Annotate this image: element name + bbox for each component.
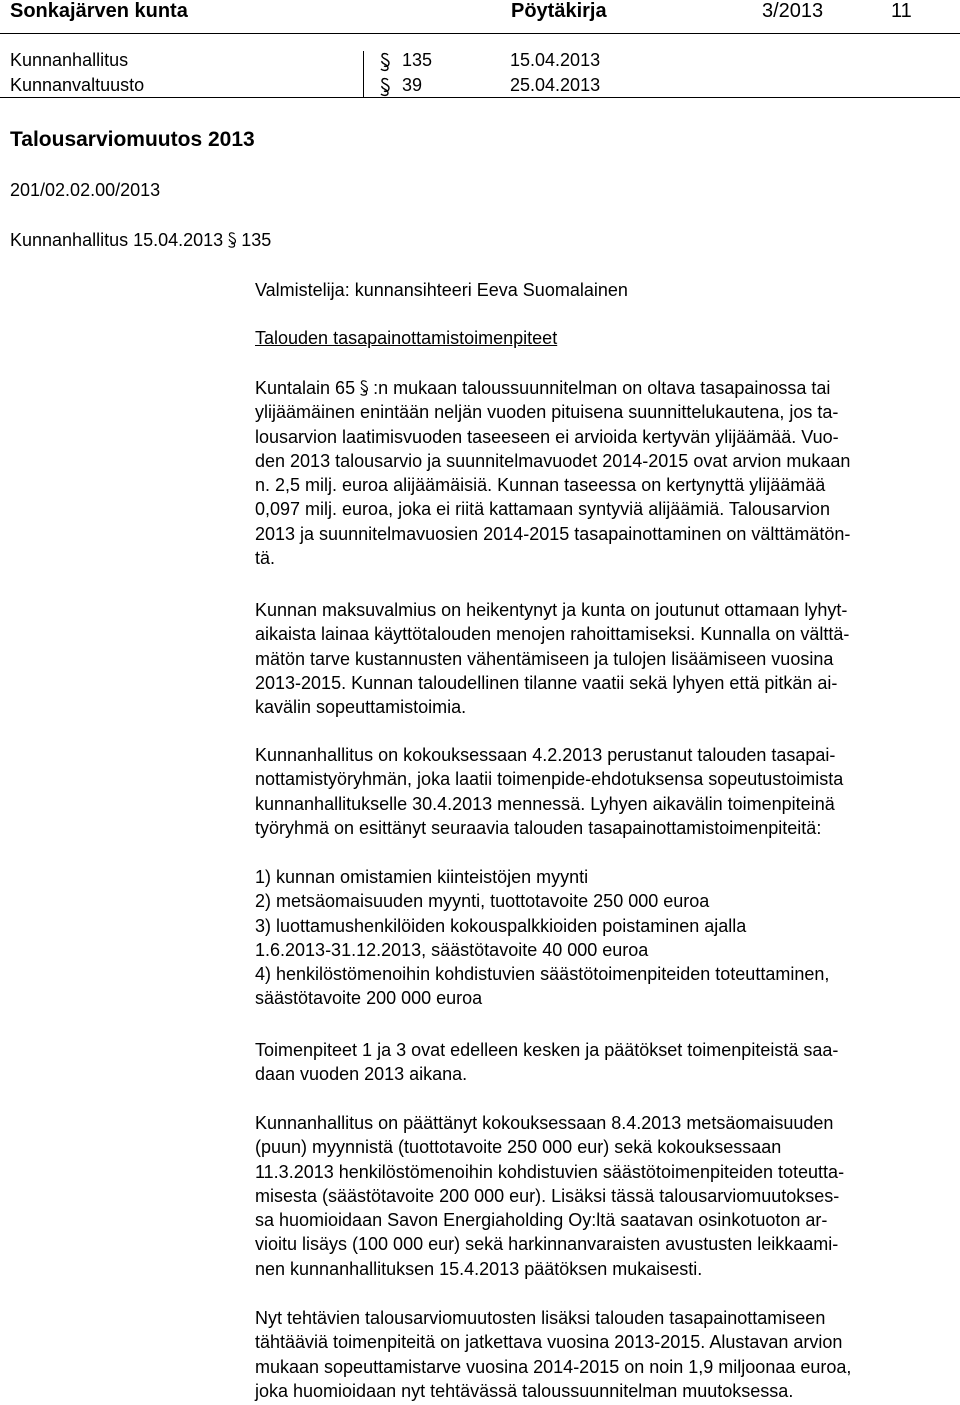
- board-line-section: 135: [241, 230, 272, 250]
- meeting-date-1: 15.04.2013: [510, 50, 601, 70]
- municipality-name: Sonkajärven kunta: [10, 0, 188, 22]
- paragraph-2: Kunnan maksuvalmius on heikentynyt ja kunta on joutunut ottamaan lyhyt- aikaista lainaa käyttötalouden menojen rahoittamiseksi. Kunnalla on välttä- mätön tarve kustannusten vähentämiseen ja tulojen lisäämiseen vuosina 2013-2015. Kunnan taloudellinen tilanne vaatii sekä lyhyen että pitkän ai- kavälin sopeuttamistoimia.: [255, 600, 850, 718]
- measures-list: [255, 865, 945, 1011]
- list-item: 2) metsäomaisuuden myynti, tuottotavoite 250 000 euroa: [255, 891, 710, 912]
- paragraph-6: Nyt tehtävien talousarviomuutosten lisäksi talouden tasapainottamiseen tähtääviä toimenpiteitä on jatkettava vuosina 2013-2015. Alustavan arvion mukaan sopeuttamistarve vuosina 2014-2015 on noin 1,9 miljoonaa euroa, joka huomioidaan nyt tehtävässä taloussuunnitelman muutoksessa.: [255, 1308, 852, 1401]
- meeting-rule: [0, 97, 960, 98]
- section-sign-icon: [378, 52, 392, 77]
- meeting-body-2: Kunnanvaltuusto: [10, 75, 145, 95]
- subheading: Talouden tasapainottamistoimenpiteet: [255, 328, 558, 348]
- meeting-section-1: 135: [402, 50, 433, 70]
- paragraph-1: Kuntalain 65 :n mukaan taloussuunnitelman on oltava tasapainossa tai ylijäämäinen enintään neljän vuoden pituisena suunnittelukautena, jos ta- lousarvion laatimisvuoden taseeseen ei arvioida kertyvän ylijäämää. Vuo- den 2013 talousarvio ja suunnitelmavuodet 2014-2015 ovat arvion mukaan n. 2,5 milj. euroa alijäämäisiä. Kunnan taseessa on kertynyttä ylijäämää 0,097 milj. euroa, joka ei riitä kattamaan syntyviä alijäämiä. Talousarvion 2013 ja suunnitelmavuosien 2014-2015 tasapainottaminen on välttämätön- tä.: [255, 378, 851, 569]
- file-code: 201/02.02.00/2013: [10, 180, 161, 200]
- list-item: 1) kunnan omistamien kiinteistöjen myynti: [255, 867, 589, 887]
- section-sign-icon: [378, 77, 392, 102]
- list-item: säästötavoite 200 000 euroa: [255, 988, 483, 1009]
- document-type: Pöytäkirja: [511, 0, 607, 22]
- paragraph-4: Toimenpiteet 1 ja 3 ovat edelleen kesken ja päätökset toimenpiteistä saa- daan vuoden 2013 aikana.: [255, 1040, 839, 1085]
- list-item: 3) luottamushenkilöiden kokouspalkkioiden poistaminen ajalla: [255, 915, 747, 936]
- document-title: Talousarviomuutos 2013: [10, 128, 255, 151]
- board-line: [10, 230, 271, 251]
- meeting-body-1: Kunnanhallitus: [10, 50, 129, 70]
- preparer: Valmistelija: kunnansihteeri Eeva Suomalainen: [255, 280, 628, 300]
- page-number: 11: [891, 0, 912, 22]
- header-rule: [0, 33, 960, 34]
- meeting-divider: [363, 51, 364, 98]
- board-line-body: Kunnanhallitus 15.04.2013: [10, 230, 224, 250]
- document-number: 3/2013: [762, 0, 824, 22]
- paragraph-3: Kunnanhallitus on kokouksessaan 4.2.2013 perustanut talouden tasapai- nottamistyöryhmän, joka laatii toimenpide-ehdotuksensa sopeutustoimista kunnanhallitukselle 30.4.2013 mennessä. Lyhyen aikavälin toimenpiteinä työryhmä on esittänyt seuraavia talouden tasapainottamistoimenpiteitä:: [255, 745, 844, 838]
- section-sign-icon: [226, 231, 238, 249]
- list-item: 4) henkilöstömenoihin kohdistuvien säästötoimenpiteiden toteuttaminen,: [255, 964, 830, 985]
- meeting-date-2: 25.04.2013: [510, 75, 601, 95]
- section-sign-icon: [358, 379, 370, 397]
- meeting-section-2: 39: [402, 75, 423, 95]
- list-item: 1.6.2013-31.12.2013, säästötavoite 40 000 euroa: [255, 939, 649, 960]
- paragraph-5: Kunnanhallitus on päättänyt kokouksessaan 8.4.2013 metsäomaisuuden (puun) myynnistä (tuottotavoite 250 000 eur) sekä kokouksessaan 11.3.2013 henkilöstömenoihin kohdistuvien säästötoimenpiteiden toteutta- misesta (säästötavoite 200 000 eur). Lisäksi tässä talousarviomuutokses- sa huomioidaan Savon Energiaholding Oy:ltä saatavan osinkotuoton ar- vioitu lisäys (100 000 eur) sekä harkinnanvaraisten avustusten leikkaami- nen kunnanhallituksen 15.4.2013 päätöksen mukaisesti.: [255, 1113, 845, 1279]
